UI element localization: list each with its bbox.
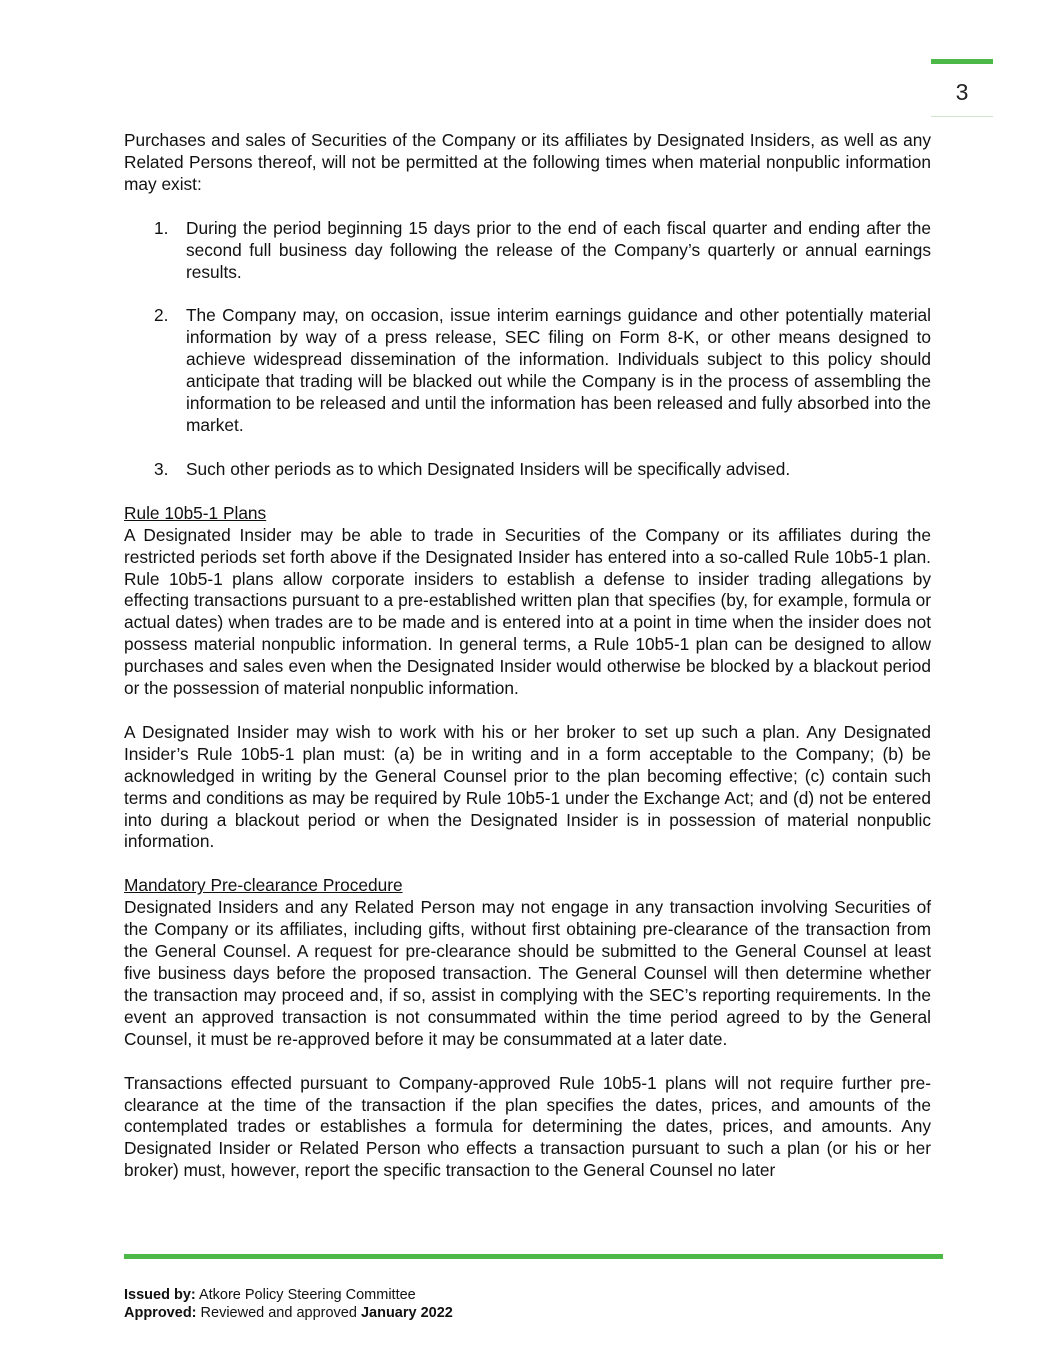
list-text: Such other periods as to which Designated Insiders will be specifically advised. (186, 458, 791, 479)
document-body (124, 130, 931, 1182)
list-number: 3. (154, 458, 169, 479)
list-item (124, 459, 931, 481)
rule-plans-paragraph-2: A Designated Insider may wish to work with his or her broker to set up such a plan. Any Designated Insider’s Rule 10b5-1 plan must: (a) be in writing and in a form acceptable to the Company; (b) be acknowledged in writing by the General Counsel prior to the plan becoming effective; (c) contain such terms and conditions as may be required by Rule 10b5-1 under the Exchange Act; and (d) not be entered into during a blackout period or when the Designated Insider is in possession of material nonpublic information. (124, 721, 931, 852)
issued-by-value: Atkore Policy Steering Committee (195, 1287, 416, 1303)
list-number: 1. (154, 217, 169, 238)
list-item (124, 305, 931, 436)
page-number: 3 (955, 79, 969, 105)
issued-by-label: Issued by: (124, 1287, 196, 1303)
approved-line (124, 1304, 453, 1322)
footer-accent-bar (124, 1254, 943, 1259)
list-text: The Company may, on occasion, issue interim earnings guidance and other potentially material information by way of a press release, SEC filing on Form 8-K, or other means designed to achieve widespread dissemination of the information. Individuals subject to this policy should anticipate that trading will be blacked out while the Company is in the process of assembling the information to be released and until the information has been released and fully absorbed into the market. (186, 305, 931, 435)
rule-plans-paragraph-1: A Designated Insider may be able to trade in Securities of the Company or its affiliates during the restricted periods set forth above if the Designated Insider has entered into a so-called Rule 10b5-1 plan. Rule 10b5-1 plans allow corporate insiders to establish a defense to insider trading allegations by effecting transactions pursuant to a pre-established written plan that specifies (by, for example, formula or actual dates) when trades are to be made and is entered into at a point in time when the insider does not possess material nonpublic information. In general terms, a Rule 10b5-1 plan can be designed to allow purchases and sales even when the Designated Insider would otherwise be blocked by a blackout period or the possession of material nonpublic information. (124, 524, 931, 699)
preclearance-paragraph-2: Transactions effected pursuant to Company-approved Rule 10b5-1 plans will not require further pre-clearance at the time of the transaction if the plan specifies the dates, prices, and amounts of the contemplated trades or establishes a formula for determining the dates, prices, and amounts. Any Designated Insider or Related Person who effects a transaction pursuant to such a plan (or his or her broker) must, however, report the specific transaction to the General Counsel no later (124, 1072, 931, 1181)
preclearance-paragraph-1: Designated Insiders and any Related Person may not engage in any transaction involving Securities of the Company or its affiliates, including gifts, without first obtaining pre-clearance of the transaction from the General Counsel. A request for pre-clearance should be submitted to the General Counsel at least five business days before the proposed transaction. The General Counsel will then determine whether the transaction may proceed and, if so, assist in complying with the SEC’s reporting requirements. In the event an approved transaction is not consummated within the time period agreed to by the General Counsel, it must be re-approved before it may be consummated at a later date. (124, 897, 931, 1049)
page-number-accent-bar (931, 59, 993, 64)
footer (124, 1286, 453, 1322)
approved-date: January 2022 (360, 1305, 453, 1321)
page-number-rule (931, 116, 993, 117)
list-text: During the period beginning 15 days prior to the end of each fiscal quarter and ending after the second full business day following the release of the Company’s quarterly or annual earnings results. (186, 217, 931, 282)
issued-by-line (124, 1286, 453, 1304)
intro-paragraph: Purchases and sales of Securities of the Company or its affiliates by Designated Insiders, as well as any Related Persons thereof, will not be permitted at the following times when material nonpublic information may exist: (124, 130, 931, 194)
approved-label: Approved: (124, 1305, 197, 1321)
approved-value: Reviewed and approved (196, 1305, 361, 1321)
list-number: 2. (154, 305, 169, 326)
list-item (124, 218, 931, 284)
rule-plans-heading: Rule 10b5-1 Plans (124, 502, 267, 523)
preclearance-heading: Mandatory Pre-clearance Procedure (124, 875, 403, 896)
